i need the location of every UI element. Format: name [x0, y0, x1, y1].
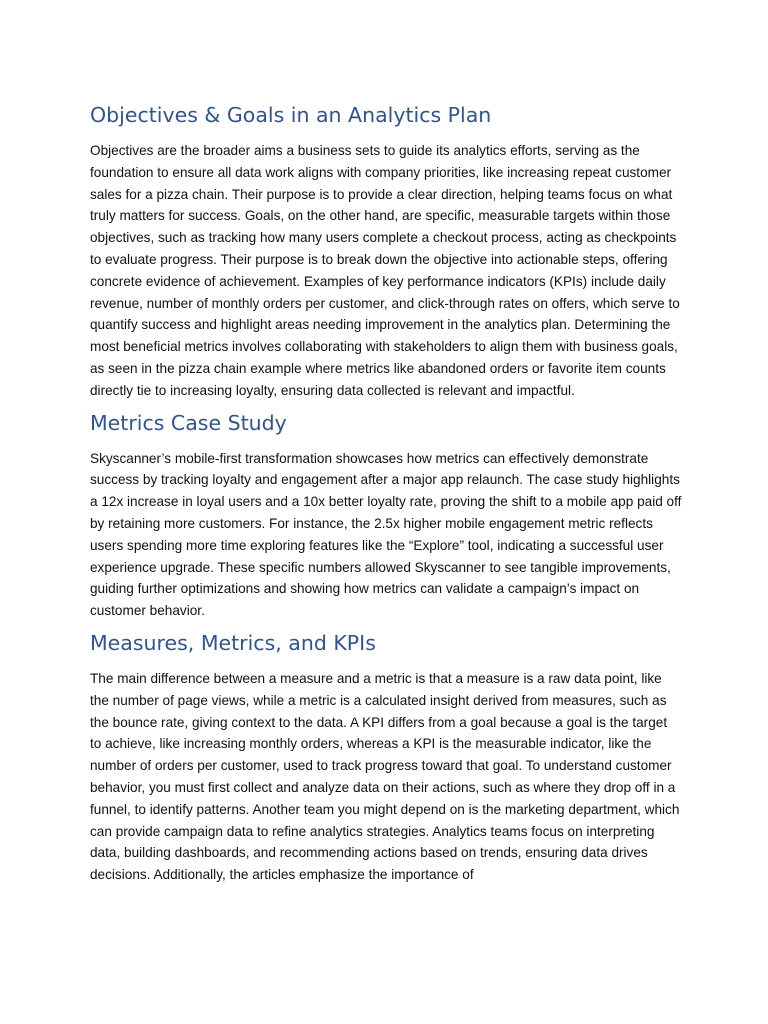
section-body-measures-metrics-kpis: The main difference between a measure and a metric is that a measure is a raw data point, like the number of page views, while a metric is a calculated insight derived from measures, such as the bounce rate, giving context to the data. A KPI differs from a goal because a goal is the target to achieve, like increasing monthly orders, whereas a KPI is the measurable indicator, like the number of orders per customer, used to track progress toward that goal. To understand customer behavior, you must first collect and analyze data on their actions, such as where they drop off in a funnel, to identify patterns. Another team you might depend on is the marketing department, which can provide campaign data to refine analytics strategies. Analytics teams focus on interpreting data, building dashboards, and recommending actions based on trends, ensuring data drives decisions. Additionally, the articles emphasize the importance of: [90, 670, 680, 883]
section-heading-measures-metrics-kpis: Measures, Metrics, and KPIs: [90, 630, 376, 655]
section-heading-objectives-goals: Objectives & Goals in an Analytics Plan: [90, 103, 492, 127]
section-body-objectives-goals: Objectives are the broader aims a business sets to guide its analytics efforts, serving as the foundation to ensure all data work aligns with company priorities, like increasing repeat customer sales for a pizza chain. Their purpose is to provide a clear direction, helping teams focus on what truly matters for success. Goals, on the other hand, are specific, measurable targets within those objectives, such as tracking how many users complete a checkout process, acting as checkpoints to evaluate progress. Their purpose is to break down the objective into actionable steps, offering concrete evidence of achievement. Examples of key performance indicators (KPIs) include daily revenue, number of monthly orders per customer, and click-through rates on offers, which serve to quantify success and highlight areas needing improvement in the analytics plan. Determining the most beneficial metrics involves collaborating with stakeholders to align them with business goals, as seen in the pizza chain example where metrics like abandoned orders or favorite item counts directly tie to increasing loyalty, ensuring data collected is relevant and impactful.: [90, 143, 680, 398]
section-heading-metrics-case-study: Metrics Case Study: [90, 410, 287, 435]
section-body-metrics-case-study: Skyscanner’s mobile-first transformation showcases how metrics can effectively demonstrate success by tracking loyalty and engagement after a major app relaunch. The case study highlights a 12x increase in loyal users and a 10x better loyalty rate, proving the shift to a mobile app paid off by retaining more customers. For instance, the 2.5x higher mobile engagement metric reflects users spending more time exploring features like the “Explore” tool, indicating a successful user experience upgrade. These specific numbers allowed Skyscanner to see tangible improvements, guiding further optimizations and showing how metrics can validate a campaign’s impact on customer behavior.: [90, 450, 682, 619]
document-page: [90, 100, 682, 892]
